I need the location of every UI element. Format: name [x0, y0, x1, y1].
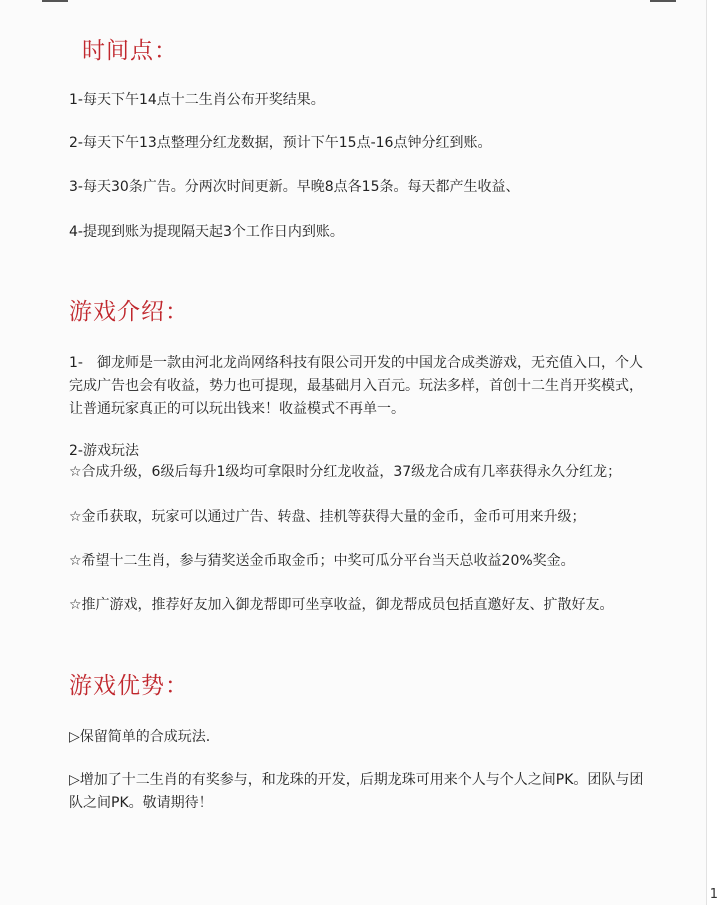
gameplay-item-1: ☆合成升级，6级后每升1级均可拿限时分红龙收益，37级龙合成有几率获得永久分红龙；: [69, 464, 622, 480]
advantages-section-heading: 游戏优势：: [69, 673, 189, 699]
gameplay-item-4: ☆推广游戏，推荐好友加入御龙帮即可坐享收益，御龙帮成员包括直邀好友、扩散好友。: [69, 597, 614, 613]
time-section-heading: 时间点：: [82, 38, 178, 64]
time-item-1: 1-每天下午14点十二生肖公布开奖结果。: [69, 92, 325, 108]
advantage-item-2: ▷增加了十二生肖的有奖参与，和龙珠的开发，后期龙珠可用来个人与个人之间PK。团队与团队之间PK。敬请期待！: [69, 772, 644, 811]
time-item-2: 2-每天下午13点整理分红龙数据，预计下午15点-16点钟分红到账。: [69, 135, 492, 151]
time-item-4: 4-提现到账为提现隔天起3个工作日内到账。: [69, 224, 344, 240]
advantage-item-1: ▷保留简单的合成玩法.: [69, 729, 211, 745]
gameplay-heading: 2-游戏玩法: [69, 443, 139, 459]
gameplay-item-3: ☆希望十二生肖，参与猜奖送金币取金币；中奖可瓜分平台当天总收益20%奖金。: [69, 553, 575, 569]
page-number: 1: [709, 887, 718, 902]
top-left-edge-mark: [42, 0, 68, 2]
top-right-edge-mark: [650, 0, 676, 2]
gameplay-item-2: ☆金币获取，玩家可以通过广告、转盘、挂机等获得大量的金币，金币可用来升级；: [69, 509, 586, 525]
intro-description: 1- 御龙师是一款由河北龙尚网络科技有限公司开发的中国龙合成类游戏，无充值入口，个人完成广告也会有收益，势力也可提现，最基础月入百元。玩法多样，首创十二生肖开奖模式，让普通玩家真正的可以玩出钱来！收益模式不再单一。: [69, 355, 643, 417]
intro-section-heading: 游戏介绍：: [69, 299, 189, 325]
time-item-3: 3-每天30条广告。分两次时间更新。早晚8点各15条。每天都产生收益、: [69, 179, 520, 195]
